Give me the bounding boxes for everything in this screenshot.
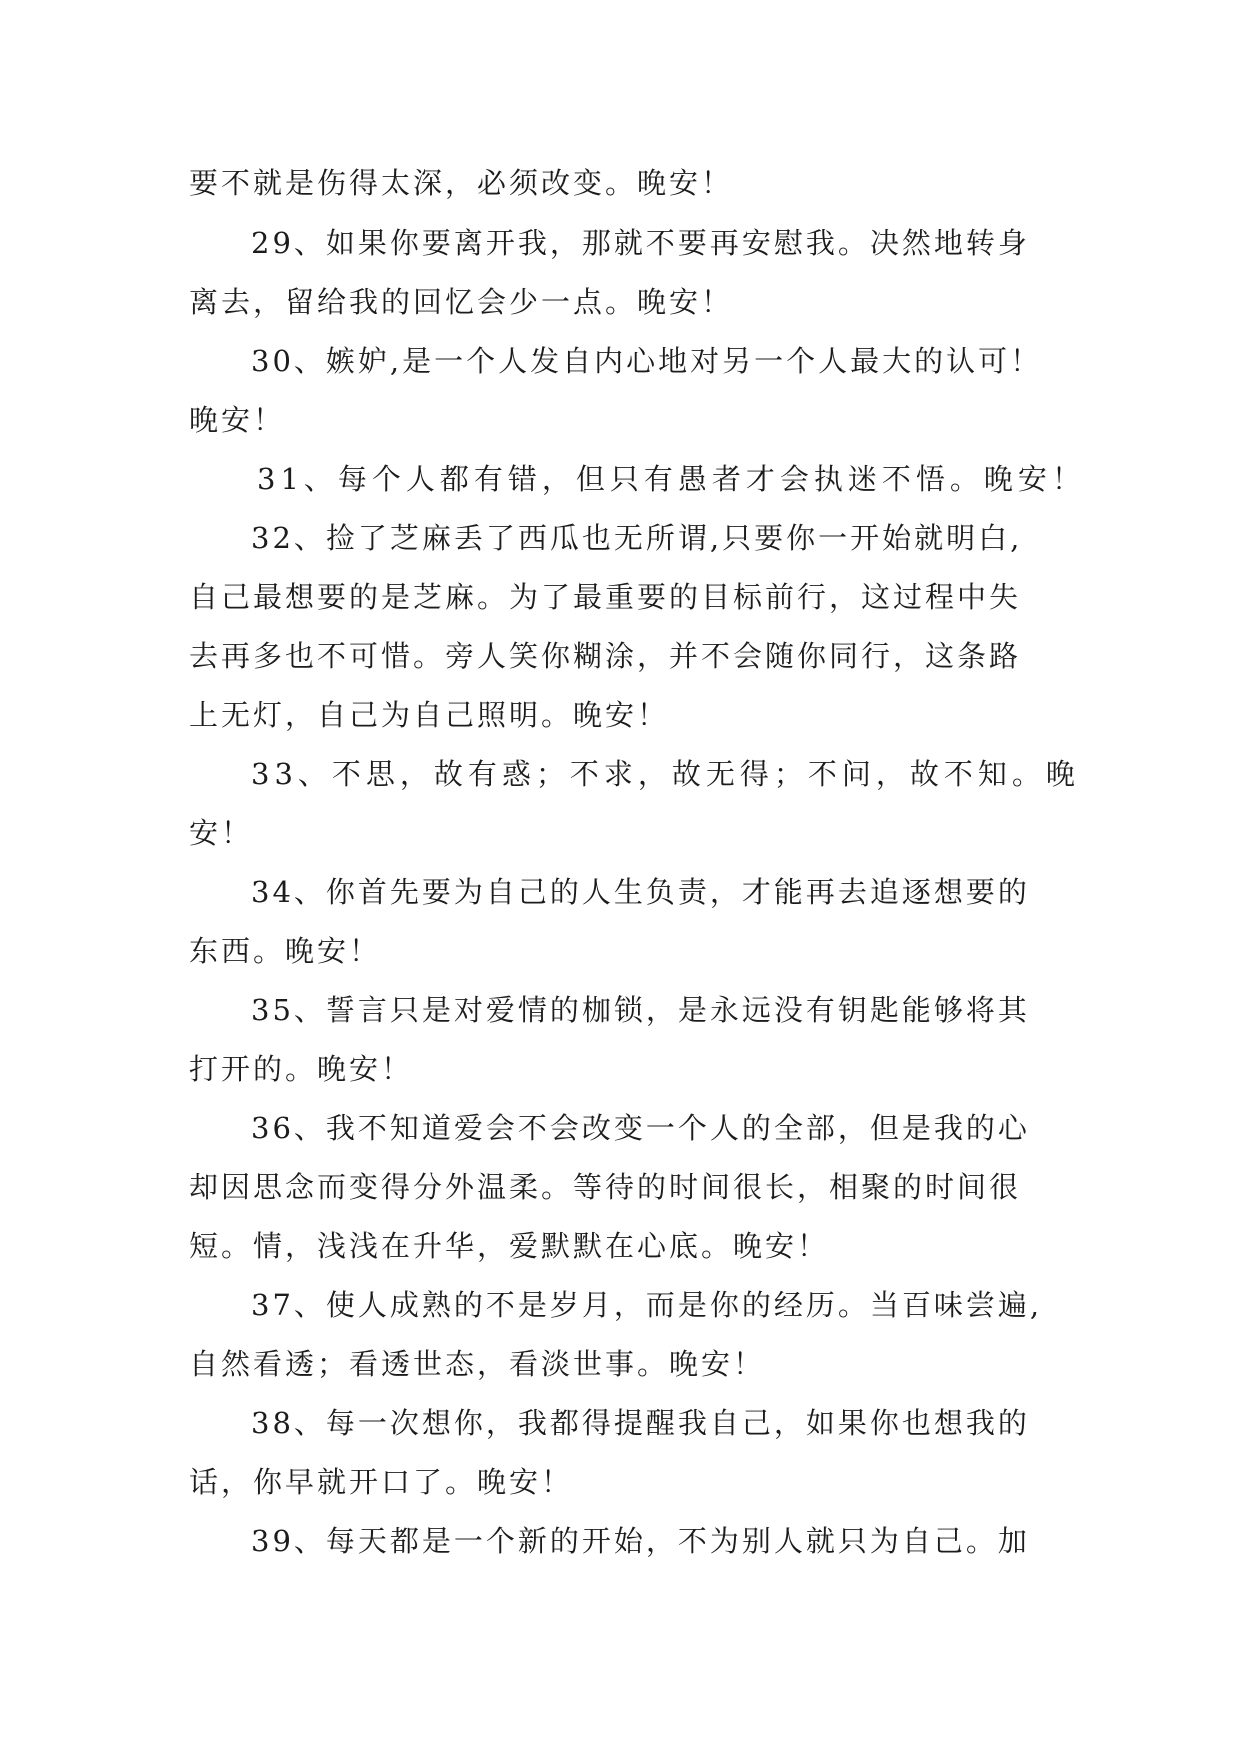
text-line: 33、不思，故有惑；不求，故无得；不问，故不知。晚 (251, 757, 1080, 791)
text-line: 34、你首先要为自己的人生负责，才能再去追逐想要的 (251, 875, 1030, 909)
text-line: 上无灯，自己为自己照明。晚安！ (189, 698, 670, 732)
text-line: 30、嫉妒,是一个人发自内心地对另一个人最大的认可！ (251, 344, 1043, 378)
text-line: 安！ (189, 816, 254, 850)
text-line: 32、捡了芝麻丢了西瓜也无所谓,只要你一开始就明白, (251, 521, 1023, 555)
text-line: 38、每一次想你，我都得提醒我自己，如果你也想我的 (251, 1406, 1030, 1440)
text-line: 35、誓言只是对爱情的枷锁，是永远没有钥匙能够将其 (251, 993, 1030, 1027)
text-line: 37、使人成熟的不是岁月，而是你的经历。当百味尝遍, (251, 1288, 1043, 1322)
text-line: 东西。晚安！ (189, 934, 382, 968)
text-line: 却因思念而变得分外温柔。等待的时间很长，相聚的时间很 (189, 1170, 1022, 1204)
text-line: 话，你早就开口了。晚安！ (189, 1465, 574, 1499)
text-line: 36、我不知道爱会不会改变一个人的全部，但是我的心 (251, 1111, 1030, 1145)
text-line: 晚安！ (189, 403, 286, 437)
text-line: 短。情，浅浅在升华，爱默默在心底。晚安！ (189, 1229, 830, 1263)
text-line: 29、如果你要离开我，那就不要再安慰我。决然地转身 (251, 226, 1030, 260)
text-line: 打开的。晚安！ (189, 1052, 414, 1086)
text-line: 要不就是伤得太深，必须改变。晚安！ (189, 166, 734, 200)
text-line: 去再多也不可惜。旁人笑你糊涂，并不会随你同行，这条路 (189, 639, 1022, 673)
text-line: 自己最想要的是芝麻。为了最重要的目标前行，这过程中失 (189, 580, 1022, 614)
text-line: 离去，留给我的回忆会少一点。晚安！ (189, 285, 734, 319)
text-line: 自然看透；看透世态，看淡世事。晚安！ (189, 1347, 766, 1381)
text-line: 31、每个人都有错，但只有愚者才会执迷不悟。晚安！ (257, 462, 1086, 496)
text-line: 39、每天都是一个新的开始，不为别人就只为自己。加 (251, 1524, 1030, 1558)
